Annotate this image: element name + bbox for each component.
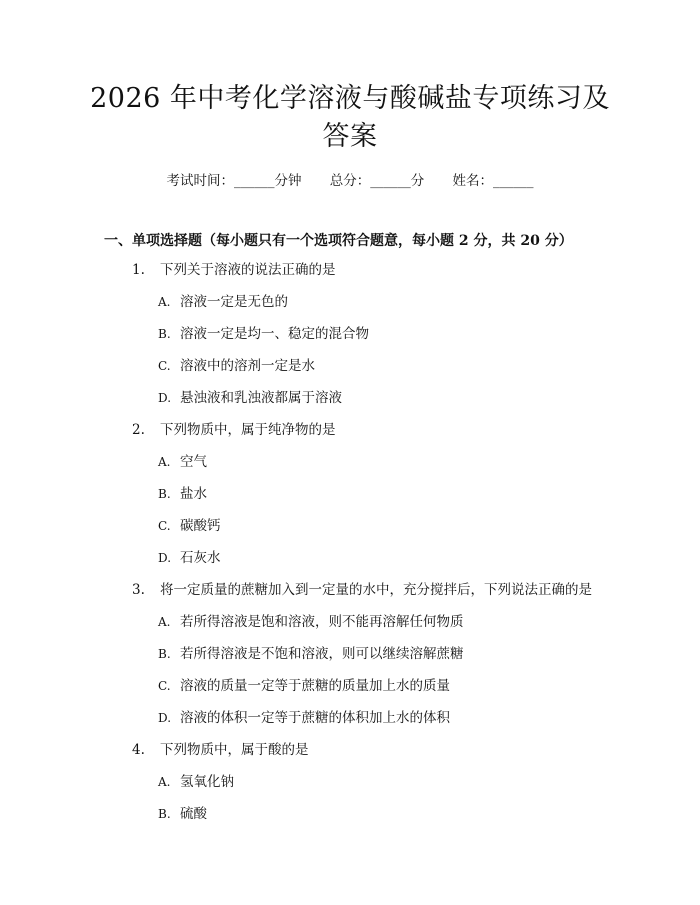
option-letter: A. [158,775,171,789]
option-text: 溶液中的溶剂一定是水 [180,358,315,374]
option-letter: A. [158,455,171,469]
option-text: 溶液的质量一定等于蔗糖的质量加上水的质量 [180,678,450,694]
question-3-option-c [158,677,450,695]
question-1-option-c [158,357,315,375]
option-text: 若所得溶液是不饱和溶液，则可以继续溶解蔗糖 [180,646,464,662]
question-4 [132,741,309,759]
option-text: 硫酸 [180,806,207,822]
question-text: 将一定质量的蔗糖加入到一定量的水中，充分搅拌后，下列说法正确的是 [160,582,592,598]
option-letter: D. [158,391,172,405]
question-1 [132,261,336,279]
total-score-label: 总分：______分 [329,173,425,189]
question-1-option-b [158,325,369,343]
question-2-option-c [158,517,221,535]
section-heading: 一、单项选择题（每小题只有一个选项符合题意，每小题 2 分，共 20 分） [104,233,573,249]
option-text: 溶液一定是无色的 [180,294,288,310]
question-3 [132,581,592,599]
option-text: 石灰水 [180,550,221,566]
question-number: 1. [132,262,145,278]
question-1-option-d [158,389,342,407]
option-text: 悬浊液和乳浊液都属于溶液 [180,390,342,406]
question-number: 2. [132,422,145,438]
option-letter: C. [158,359,171,373]
question-2-option-b [158,485,207,503]
question-number: 3. [132,582,145,598]
option-letter: A. [158,615,171,629]
question-2-option-a [158,453,207,471]
option-text: 溶液的体积一定等于蔗糖的体积加上水的体积 [180,710,450,726]
question-number: 4. [132,742,145,758]
option-letter: B. [158,647,171,661]
option-text: 氢氧化钠 [180,774,234,790]
student-name-label: 姓名：______ [452,173,534,189]
option-text: 若所得溶液是饱和溶液，则不能再溶解任何物质 [180,614,464,630]
question-text: 下列物质中，属于纯净物的是 [160,422,336,438]
page-title: 2026 年中考化学溶液与酸碱盐专项练习及答案 [90,83,610,152]
option-letter: A. [158,295,171,309]
question-text: 下列关于溶液的说法正确的是 [160,262,336,278]
exam-meta-line [0,169,700,189]
option-letter: C. [158,519,171,533]
question-3-option-d [158,709,450,727]
question-2-option-d [158,549,221,567]
exam-time-label: 考试时间：______分钟 [166,173,302,189]
option-letter: D. [158,551,172,565]
option-letter: D. [158,711,172,725]
question-4-option-b [158,805,207,823]
question-1-option-a [158,293,288,311]
option-text: 碳酸钙 [180,518,221,534]
question-3-option-a [158,613,464,631]
option-letter: B. [158,327,171,341]
option-text: 盐水 [180,486,207,502]
option-letter: B. [158,807,171,821]
question-text: 下列物质中，属于酸的是 [160,742,309,758]
question-4-option-a [158,773,234,791]
option-text: 空气 [180,454,207,470]
question-3-option-b [158,645,464,663]
question-2 [132,421,336,439]
option-letter: C. [158,679,171,693]
option-letter: B. [158,487,171,501]
option-text: 溶液一定是均一、稳定的混合物 [180,326,369,342]
